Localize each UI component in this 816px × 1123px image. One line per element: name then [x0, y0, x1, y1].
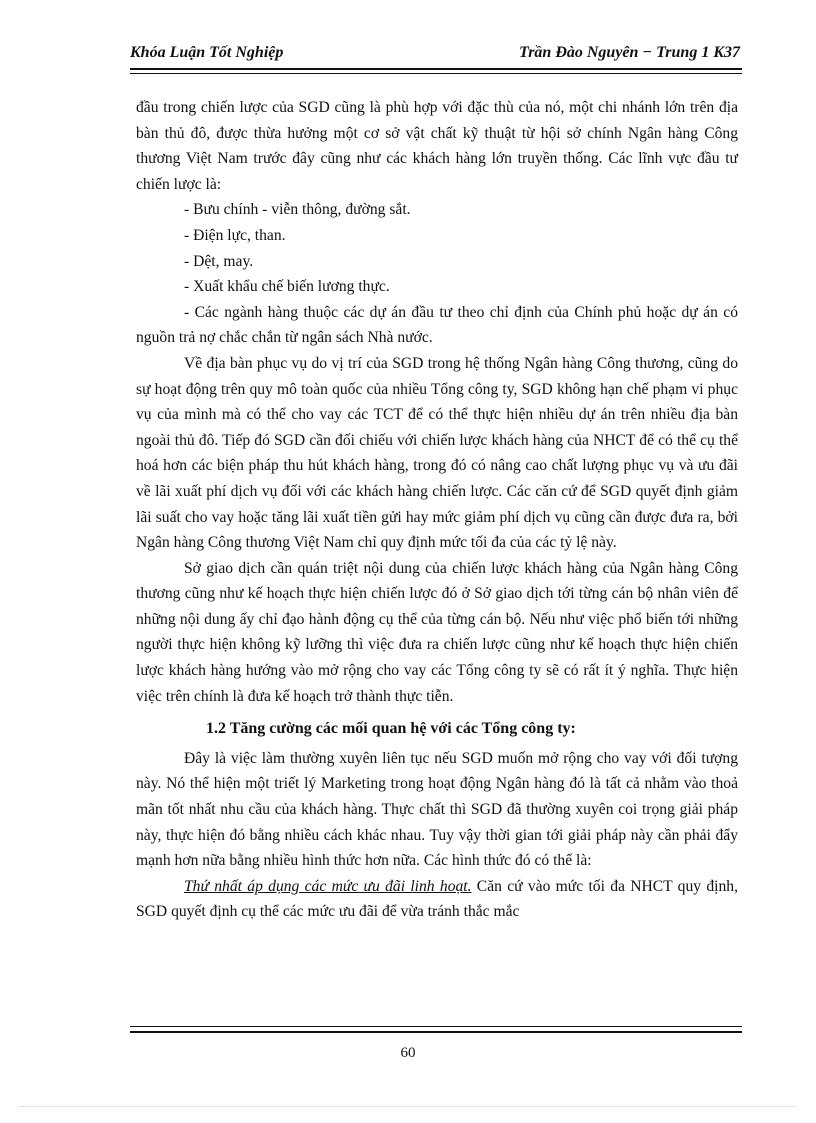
- paragraph-continued: đầu trong chiến lược của SGD cũng là phù hợp với đặc thù của nó, một chi nhánh lớn trên địa bàn thủ đô, được thừa hưởng một cơ sở vật chất kỹ thuật từ hội sở chính Ngân hàng Công thương Việt Nam trước đây cũng như các khách hàng lớn truyền thống. Các lĩnh vực đầu tư chiến lược là:: [136, 99, 738, 193]
- paragraph: - Các ngành hàng thuộc các dự án đầu tư theo chỉ định của Chính phủ hoặc dự án có nguồn trả nợ chắc chắn từ ngân sách Nhà nước.: [136, 303, 738, 347]
- page-number: 60: [400, 1045, 416, 1061]
- header-rule-thick: [130, 68, 742, 70]
- header-author: Trần Đào Nguyên − Trung 1 K37: [519, 44, 740, 61]
- paragraph-text: Căn cứ vào mức tối đa NHCT quy định, SGD quyết định cụ thể các mức ưu đãi để vừa tránh thắc mắc: [136, 877, 738, 921]
- page-edge-dotted-line: [20, 1106, 796, 1107]
- list-item: - Dệt, may.: [184, 252, 254, 270]
- page-body: [136, 95, 738, 925]
- emphasized-lead: Thứ nhất áp dụng các mức ưu đãi linh hoạt.: [184, 877, 472, 895]
- paragraph: Về địa bàn phục vụ do vị trí của SGD trong hệ thống Ngân hàng Công thương, cũng do sự hoạt động trên quy mô toàn quốc của nhiều Tổng công ty, SGD không hạn chế phạm vi phục vụ của mình mà có thể cho vay các TCT để có thể thực hiện nhiều dự án trên nhiều địa bàn ngoài thủ đô. Tiếp đó SGD cần đối chiếu với chiến lược khách hàng của NHCT để có thể cụ thể hoá hơn các biện pháp thu hút khách hàng, trong đó có nâng cao chất lượng phục vụ và ưu đãi về lãi xuất phí dịch vụ đối với các khách hàng chiến lược. Các căn cứ để SGD quyết định giảm lãi suất cho vay hoặc tăng lãi xuất tiền gửi hay mức giảm phí dịch vụ cũng cần được đưa ra, bởi Ngân hàng Công thương Việt Nam chỉ quy định mức tối đa của các tỷ lệ này.: [136, 354, 738, 552]
- footer-rule-thick: [130, 1031, 742, 1033]
- header-thesis-title: Khóa Luận Tốt Nghiệp: [130, 44, 284, 61]
- paragraph: Sở giao dịch cần quán triệt nội dung của chiến lược khách hàng của Ngân hàng Công thương cũng như kế hoạch thực hiện chiến lược đó ở Sở giao dịch tới từng cán bộ nhân viên để những nội dung ấy chỉ đạo hành động cụ thể của từng cán bộ. Nếu như việc phổ biến tới những người thực hiện không kỹ lưỡng thì việc đưa ra chiến lược cũng như kế hoạch thực hiện chiến lược khách hàng hướng vào mở rộng cho vay các Tổng công ty sẽ có rất ít ý nghĩa. Thực hiện việc trên chính là đưa kế hoạch trở thành thực tiễn.: [136, 559, 738, 705]
- header-rule-thin: [130, 73, 742, 74]
- running-header: [130, 44, 742, 66]
- section-heading: 1.2 Tăng cường các mối quan hệ với các Tổng công ty:: [206, 720, 576, 738]
- footer-rule-thin: [130, 1026, 742, 1027]
- list-item: - Điện lực, than.: [184, 226, 286, 244]
- list-item: - Bưu chính - viễn thông, đường sắt.: [184, 201, 411, 219]
- paragraph: [136, 874, 738, 925]
- paragraph: Đây là việc làm thường xuyên liên tục nếu SGD muốn mở rộng cho vay với đối tượng này. Nó thể hiện một triết lý Marketing trong hoạt động Ngân hàng đó là tất cả nhằm vào thoả mãn tốt nhất nhu cầu của khách hàng. Thực chất thì SGD đã thường xuyên coi trọng giải pháp này, thực hiện đó bằng nhiều cách khác nhau. Tuy vậy thời gian tới giải pháp này cần phải đẩy mạnh hơn nữa bằng nhiều hình thức hơn nữa. Các hình thức đó có thể là:: [136, 749, 738, 870]
- list-item: - Xuất khẩu chế biến lương thực.: [184, 278, 390, 296]
